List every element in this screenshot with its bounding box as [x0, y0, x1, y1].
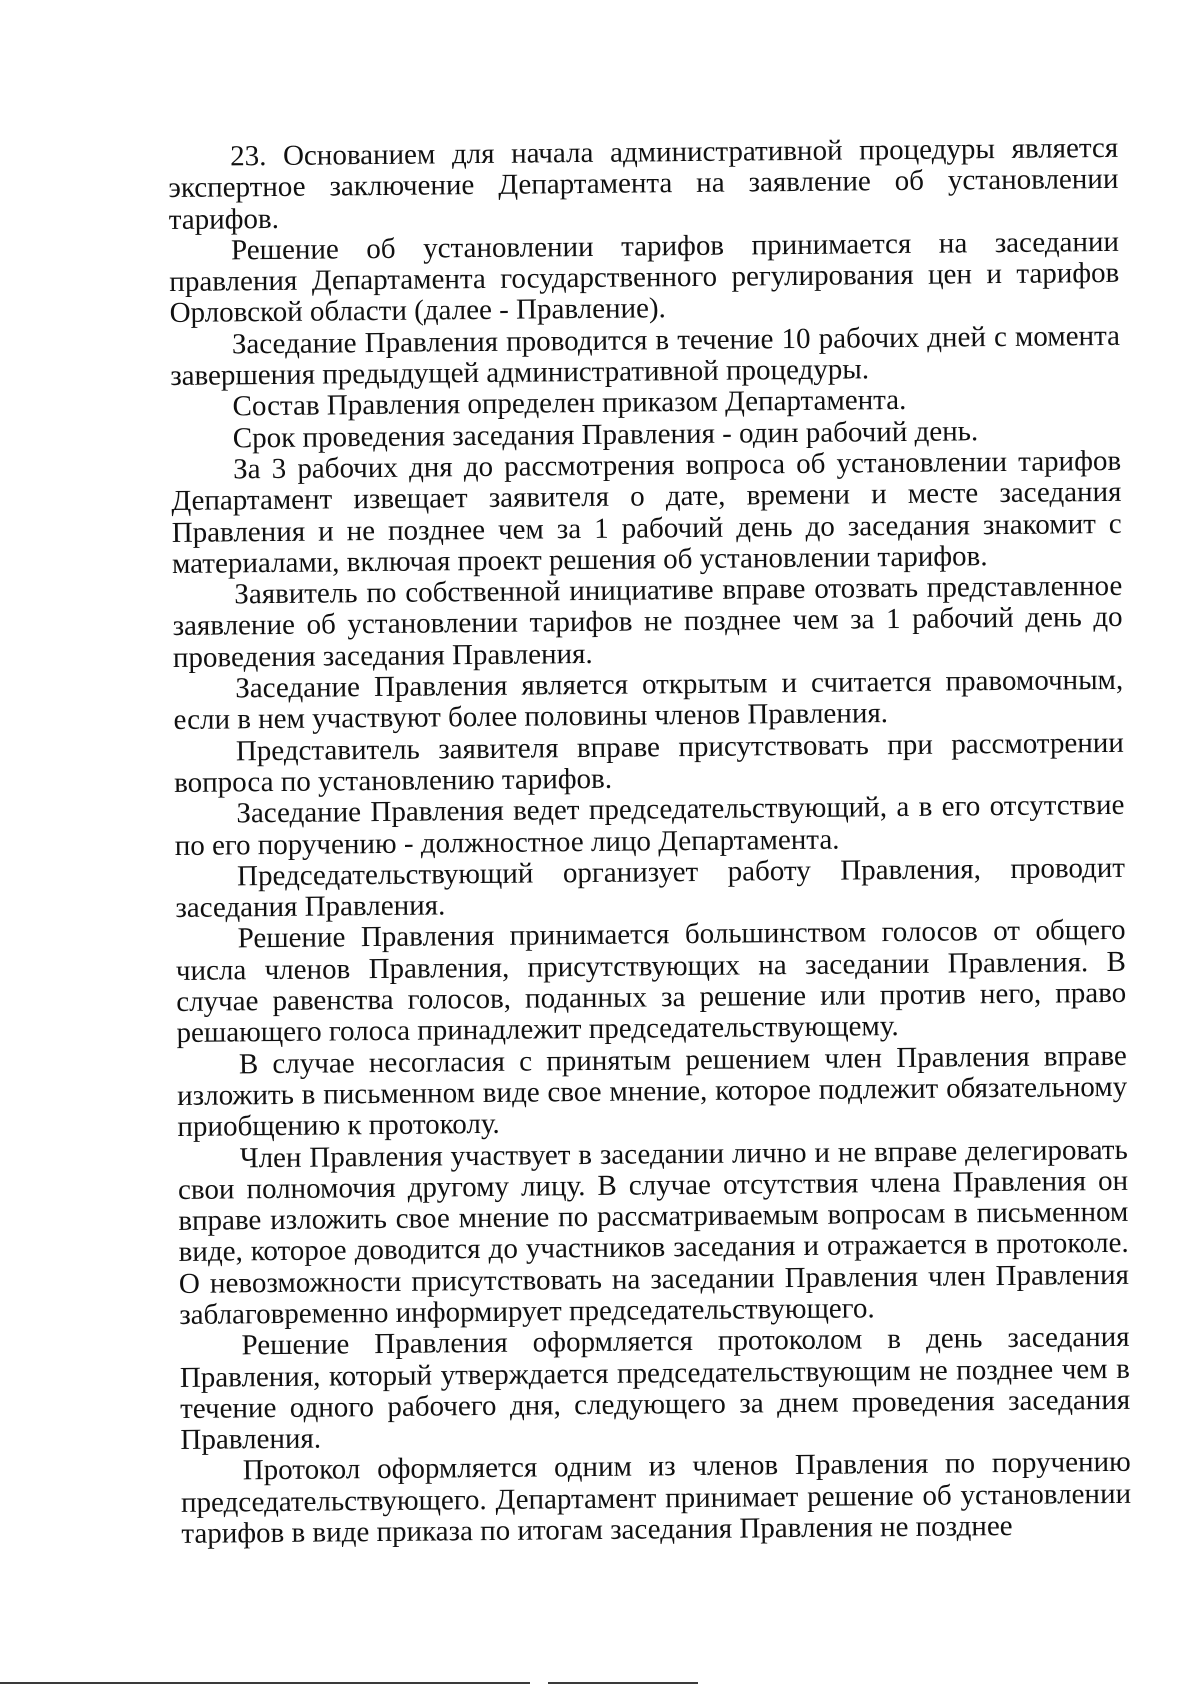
paragraph-2: Решение об установлении тарифов принимается на заседании правления Департамента государственного регулирования цен и тарифов Орловской области (далее - Правление).: [169, 225, 1120, 330]
paragraph-4: Состав Правления определен приказом Департамента.: [232, 384, 907, 423]
scan-edge-line-left: [0, 1682, 530, 1684]
paragraph-10: Заседание Правления ведет председательствующий, а в его отсутствие по его поручению - должностное лицо Департамента.: [174, 789, 1125, 862]
paragraph-9: Представитель заявителя вправе присутствовать при рассмотрении вопроса по установлению тарифов.: [173, 726, 1124, 799]
paragraph-3: Заседание Правления проводится в течение 10 рабочих дней с момента завершения предыдущей административной процедуры.: [170, 319, 1121, 393]
paragraph-15: Решение Правления оформляется протоколом в день заседания Правления, который утверждается председательствующим не позднее чем в течение одного рабочего дня, следующего за днем проведения заседания Правления.: [179, 1321, 1131, 1457]
paragraph-5: Срок проведения заседания Правления - один рабочий день.: [232, 414, 979, 455]
paragraph-11: Председательствующий организует работу Правления, проводит заседания Правления.: [175, 851, 1126, 925]
paragraph-13: В случае несогласия с принятым решением член Правления вправе изложить в письменном виде свое мнение, которое подлежит обязательному приобщению к протоколу.: [177, 1039, 1128, 1144]
document-body: [168, 133, 1131, 1550]
paragraph-8: Заседание Правления является открытым и считается правомочным, если в нем участвуют более половины членов Правления.: [173, 663, 1124, 737]
paragraph-16: Протокол оформляется одним из членов Правления по поручению председательствующего. Департамент принимает решение об установлении тарифов в виде приказа по итогам заседания Правления не позднее: [180, 1446, 1132, 1550]
paragraph-12: Решение Правления принимается большинством голосов от общего числа членов Правления, присутствующих на заседании Правления. В случае равенства голосов, поданных за решение или против него, право решающего голоса принадлежит председательствующему.: [175, 914, 1127, 1050]
paragraph-1: 23. Основанием для начала административной процедуры является экспертное заключение Департамента на заявление об установлении тарифов.: [168, 131, 1119, 236]
scan-edge-line-right: [548, 1682, 698, 1684]
paragraph-7: Заявитель по собственной инициативе вправе отозвать представленное заявление об установлении тарифов не позднее чем за 1 рабочий день до проведения заседания Правления.: [172, 570, 1123, 674]
paragraph-6: За 3 рабочих дня до рассмотрения вопроса об установлении тарифов Департамент извещает заявителя о дате, времени и месте заседания Правления и не позднее чем за 1 рабочий день до заседания знакомит с материалами, включая проект решения об установлении тарифов.: [171, 444, 1122, 580]
paragraph-14: Член Правления участвует в заседании лично и не вправе делегировать свои полномочия другому лицу. В случае отсутствия члена Правления он вправе изложить свое мнение по рассматриваемым вопросам в письменном виде, которое доводится до участников заседания и отражается в протоколе. О невозможности присутствовать на заседании Правления член Правления заблаговременно информирует председательствующего.: [177, 1133, 1130, 1331]
